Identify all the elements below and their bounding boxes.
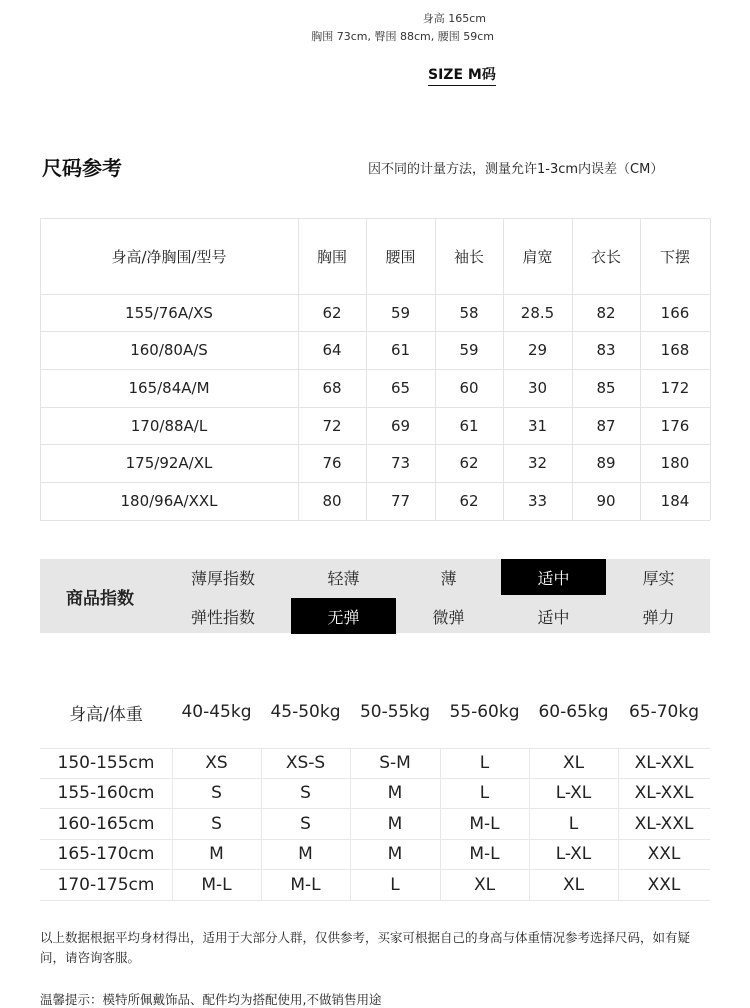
height-weight-table <box>40 690 710 902</box>
hw-table-cell: L <box>390 874 400 895</box>
hw-table-cell: S <box>300 813 311 834</box>
index-option: 轻薄 <box>327 568 360 588</box>
size-table-cell: 168 <box>660 341 690 359</box>
hw-table-cell: XL-XXL <box>634 813 694 834</box>
size-table-header-cell: 肩宽 <box>522 247 553 266</box>
size-table-cell: 59 <box>459 341 479 359</box>
size-table-header-cell: 衣长 <box>590 247 621 266</box>
size-table-cell: 61 <box>390 341 411 359</box>
size-table-header-cell: 下摆 <box>659 247 690 266</box>
size-table-cell: 89 <box>596 454 616 472</box>
hw-table-cell: XL <box>473 874 496 895</box>
size-table-cell: 68 <box>322 379 342 397</box>
size-table-cell: 32 <box>527 454 548 472</box>
size-table-header-cell: 胸围 <box>316 247 347 266</box>
size-table-cell: 90 <box>596 492 616 510</box>
size-table-cell: 170/88A/L <box>130 416 208 435</box>
hw-table-cell: L <box>479 783 490 803</box>
index-row-label: 弹性指数 <box>190 607 255 627</box>
hw-table-cell: M-L <box>290 874 321 895</box>
size-table-cell: 85 <box>596 379 616 397</box>
hw-table-cell: XL-XXL <box>634 783 694 803</box>
hw-table-cell: M <box>387 813 403 834</box>
hw-table-cell: M <box>387 783 403 803</box>
index-row-label: 薄厚指数 <box>190 568 255 588</box>
size-table-cell: 166 <box>660 303 690 322</box>
measurement-note: 因不同的计量方法，测量允许1-3cm内误差（CM） <box>368 162 664 177</box>
hw-header-cell: 45-50kg <box>270 702 341 722</box>
hw-table-cell: L <box>479 753 490 773</box>
size-table-cell: 73 <box>390 454 411 472</box>
size-table-cell: 31 <box>527 416 548 435</box>
model-height: 身高 165cm <box>422 12 486 25</box>
index-option: 厚实 <box>642 568 675 588</box>
hw-header-cell: 65-70kg <box>628 702 700 722</box>
size-table-cell: 62 <box>459 492 479 510</box>
hw-header-cell: 55-60kg <box>449 702 520 722</box>
size-table-cell: 72 <box>322 416 342 435</box>
footer-note: 以上数据根据平均身材得出，适用于大部分人群，仅供参考，买家可根据自己的身高与体重情况参考选择尺码，如有疑问，请咨询客服。 <box>40 930 691 965</box>
hw-header-cell: 60-65kg <box>538 702 609 722</box>
size-table-cell: 28.5 <box>520 303 555 322</box>
hw-table-cell: L-XL <box>555 844 592 864</box>
hw-table-cell: L-XL <box>555 783 592 803</box>
hw-table-cell: XL <box>562 753 585 773</box>
model-measurements: 胸围 73cm, 臀围 88cm, 腰围 59cm <box>311 30 494 43</box>
size-table-cell: 175/92A/XL <box>125 454 213 472</box>
size-table-cell: 33 <box>527 492 548 510</box>
hw-header-cell: 50-55kg <box>359 702 431 722</box>
index-option: 微弹 <box>432 607 465 627</box>
size-table-header-cell: 袖长 <box>453 247 484 266</box>
size-table-cell: 60 <box>459 379 479 397</box>
table-col-divider <box>710 218 711 520</box>
size-table-cell: 77 <box>390 492 411 510</box>
size-table-cell: 87 <box>596 416 616 435</box>
table-row-divider <box>40 520 710 521</box>
hw-table-cell: 170-175cm <box>57 874 155 895</box>
size-reference-title: 尺码参考 <box>42 156 122 180</box>
hw-table-cell: XS <box>205 753 228 773</box>
hw-table-cell: XL <box>562 874 585 895</box>
hw-header-cell: 40-45kg <box>181 702 252 722</box>
hw-table-cell: 165-170cm <box>57 844 155 864</box>
size-table-cell: 61 <box>459 416 479 435</box>
hw-row-divider <box>40 900 710 901</box>
size-table-cell: 30 <box>527 379 548 397</box>
size-table-cell: 155/76A/XS <box>125 303 213 322</box>
size-table-cell: 176 <box>660 416 690 435</box>
hw-table-cell: S-M <box>379 753 411 773</box>
hw-table-cell: M <box>298 844 313 864</box>
hw-table-cell: XXL <box>647 874 681 895</box>
size-table-cell: 80 <box>322 492 342 510</box>
index-option: 薄 <box>440 568 457 588</box>
index-option-selected: 无弹 <box>291 598 396 634</box>
size-table-cell: 184 <box>660 492 690 510</box>
size-table-cell: 165/84A/M <box>128 379 210 397</box>
hw-table-cell: M-L <box>469 844 500 864</box>
index-option-selected: 适中 <box>501 559 606 595</box>
size-table-cell: 83 <box>596 341 616 359</box>
size-table-cell: 59 <box>390 303 411 322</box>
size-table-cell: 62 <box>322 303 342 322</box>
hw-table-cell: M <box>387 844 403 864</box>
size-table-cell: 180 <box>660 454 690 472</box>
size-table <box>40 218 710 520</box>
size-table-cell: 29 <box>527 341 548 359</box>
hw-table-cell: S <box>300 783 311 803</box>
size-table-header-cell: 身高/净胸围/型号 <box>111 247 227 266</box>
hw-table-cell: M-L <box>469 813 500 834</box>
size-table-cell: 76 <box>322 454 342 472</box>
hw-table-cell: S <box>211 813 222 834</box>
size-table-cell: 160/80A/S <box>130 341 208 359</box>
index-option: 弹力 <box>642 607 675 627</box>
index-option: 适中 <box>537 607 570 627</box>
hw-table-cell: 155-160cm <box>57 783 155 803</box>
size-table-cell: 58 <box>459 303 479 322</box>
size-table-cell: 82 <box>596 303 616 322</box>
hw-table-cell: L <box>568 813 579 834</box>
size-table-cell: 69 <box>390 416 411 435</box>
hw-table-cell: 160-165cm <box>57 813 155 834</box>
size-table-cell: 62 <box>459 454 479 472</box>
hw-table-cell: XS-S <box>285 753 326 773</box>
model-size-label: SIZE M码 <box>428 66 496 86</box>
hw-header-cell: 身高/体重 <box>69 704 143 725</box>
hw-table-cell: M <box>209 844 224 864</box>
hw-table-cell: XL-XXL <box>634 753 694 773</box>
hw-table-cell: XXL <box>647 844 681 864</box>
hw-table-cell: S <box>211 783 222 803</box>
product-index-panel <box>40 559 710 633</box>
size-table-cell: 65 <box>390 379 411 397</box>
hw-table-cell: M-L <box>201 874 232 895</box>
footer-warning: 温馨提示：模特所佩戴饰品、配件均为搭配使用,不做销售用途 <box>40 992 382 1007</box>
size-table-cell: 180/96A/XXL <box>120 492 218 510</box>
size-table-cell: 172 <box>660 379 690 397</box>
hw-table-cell: 150-155cm <box>57 753 155 773</box>
size-table-header-cell: 腰围 <box>385 247 416 266</box>
size-table-cell: 64 <box>322 341 342 359</box>
product-index-title: 商品指数 <box>66 588 134 609</box>
